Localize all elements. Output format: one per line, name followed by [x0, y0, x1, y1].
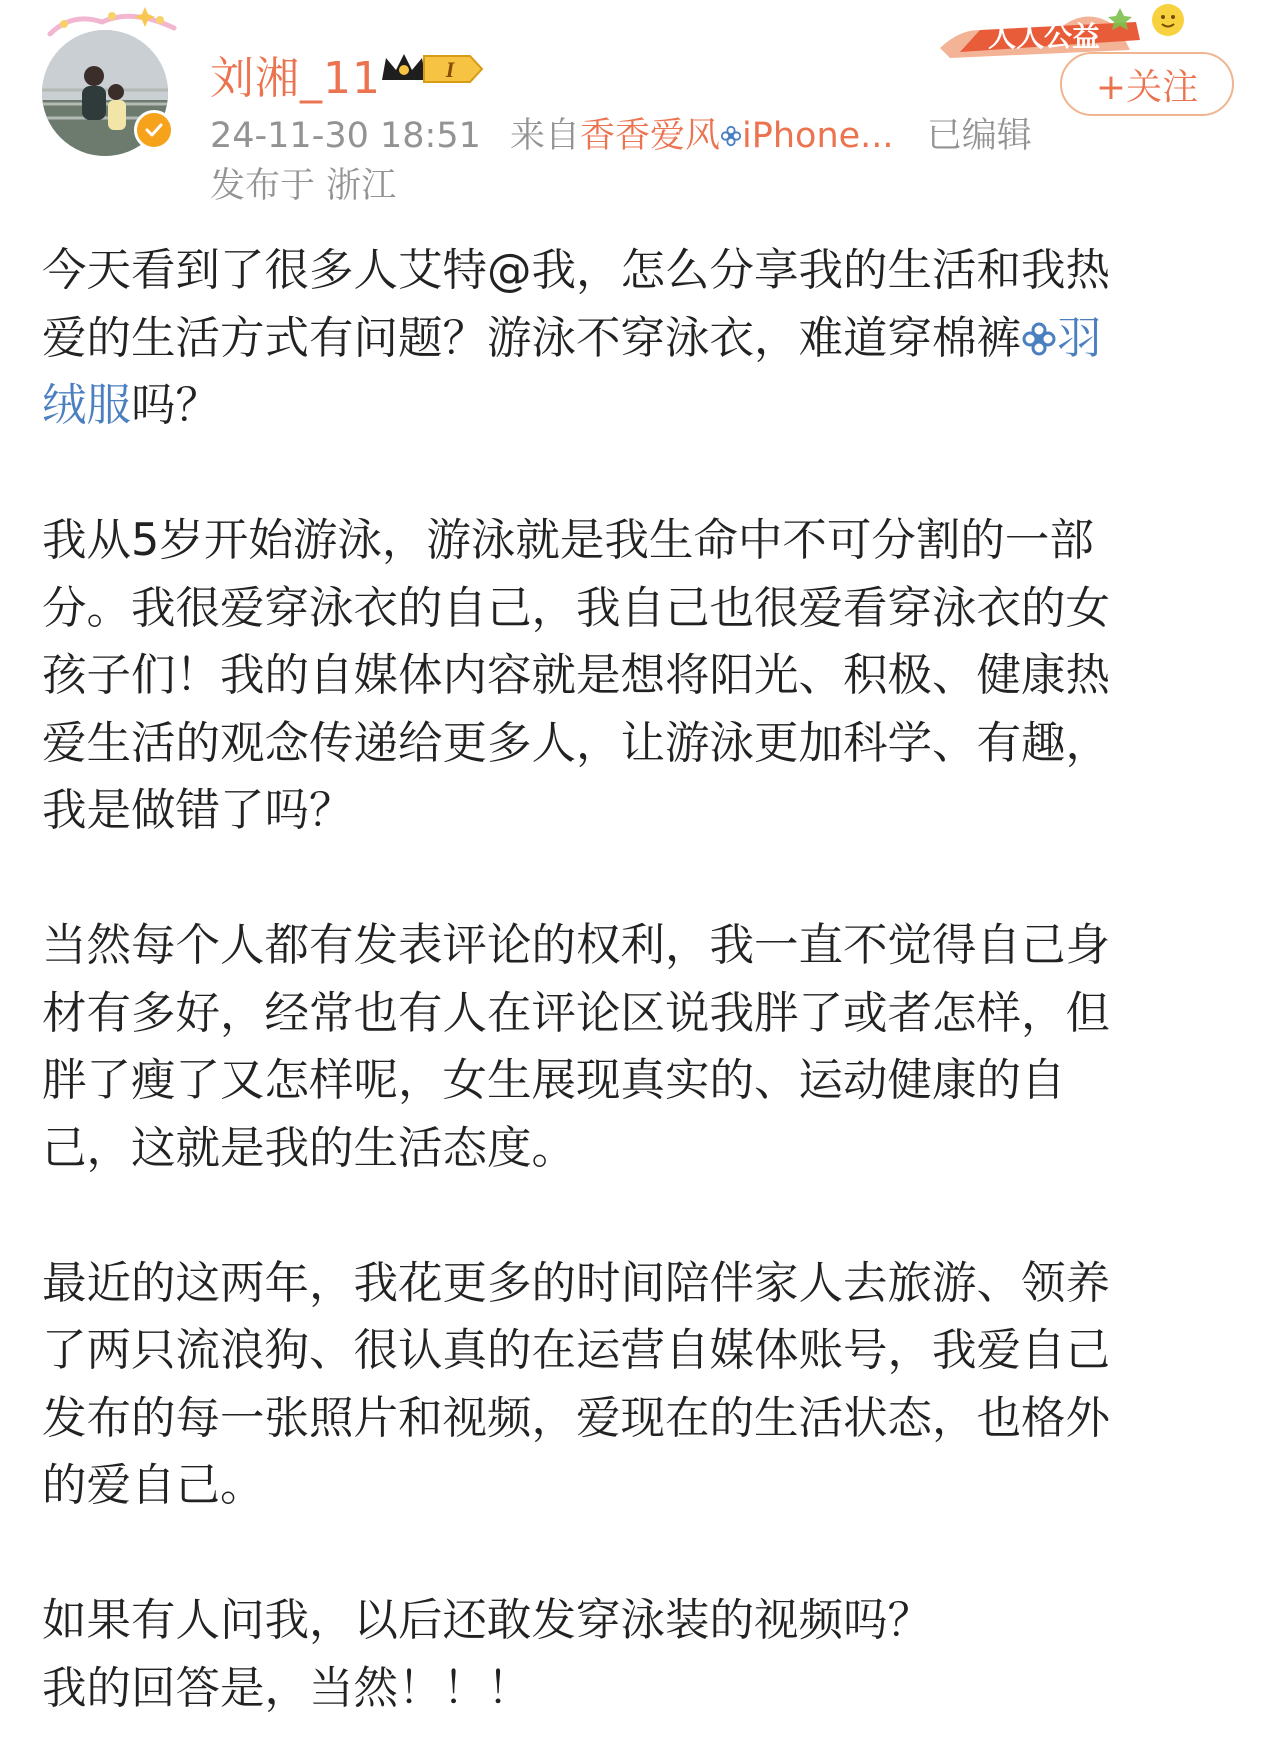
post-paragraph	[42, 912, 1242, 1182]
post-line: 的爱自己。	[42, 1460, 265, 1511]
post-line: 我是做错了吗？	[42, 785, 354, 836]
level-badge-text: I	[445, 57, 455, 82]
post-meta	[210, 108, 1032, 158]
crown-level-badge-icon[interactable]	[378, 48, 484, 90]
topic-link-down-jacket[interactable]	[1021, 313, 1102, 364]
post-line: 孩子们！我的自媒体内容就是想将阳光、积极、健康热	[42, 650, 1111, 701]
post-line: 材有多好，经常也有人在评论区说我胖了或者怎样，但	[42, 987, 1111, 1039]
post-line: 我的回答是，当然！！！	[42, 1662, 532, 1714]
post-timestamp: 24-11-30 18:51	[210, 116, 481, 156]
follow-button[interactable]: +关注	[1060, 52, 1234, 116]
post-line: 如果有人问我，以后还敢发穿泳装的视频吗？	[42, 1595, 933, 1646]
post-line: 胖了瘦了又怎样呢，女生展现真实的、运动健康的自	[42, 1055, 1066, 1106]
flower-icon	[1021, 321, 1057, 357]
source-link[interactable]	[580, 116, 894, 156]
post-line: 发布的每一张照片和视频，爱现在的生活状态，也格外	[42, 1392, 1111, 1444]
post-paragraph	[42, 507, 1242, 845]
post-paragraph	[42, 1587, 1242, 1722]
topic-link-text-part1: 羽	[1057, 312, 1102, 364]
post-line: 了两只流浪狗、很认真的在运营自媒体账号，我爱自己	[42, 1325, 1111, 1376]
topic-link-text-part2: 绒服	[42, 380, 132, 431]
source-prefix: 来自	[510, 116, 581, 156]
post-paragraph	[42, 1250, 1242, 1520]
flower-icon	[720, 125, 742, 147]
post-line: 当然每个人都有发表评论的权利，我一直不觉得自己身	[42, 920, 1111, 971]
avatar[interactable]	[42, 30, 168, 156]
post-line: 己，这就是我的生活态度。	[42, 1122, 577, 1174]
post-line: 最近的这两年，我花更多的时间陪伴家人去旅游、领养	[42, 1257, 1111, 1309]
edited-label[interactable]: 已编辑	[926, 116, 1032, 156]
source-name-part2: iPhone...	[742, 116, 894, 156]
post-line: 今天看到了很多人艾特@我，怎么分享我的生活和我热	[42, 245, 1111, 296]
post-line	[42, 305, 1242, 373]
verified-icon	[134, 110, 174, 150]
post-line-text: 爱的生活方式有问题？游泳不穿泳衣，难道穿棉裤	[42, 312, 1022, 364]
source-name-part1: 香香爱风	[580, 116, 721, 156]
avatar-frame-decoration	[42, 4, 182, 44]
post-line: 爱生活的观念传递给更多人，让游泳更加科学、有趣，	[42, 717, 1111, 769]
sticker-text: 人人公益	[987, 20, 1101, 53]
post-body	[42, 237, 1242, 1722]
post-header	[0, 0, 1279, 220]
post-line: 分。我很爱穿泳衣的自己，我自己也很爱看穿泳衣的女	[42, 582, 1111, 634]
post-line	[42, 372, 1242, 440]
topic-link-down-jacket-cont[interactable]	[42, 380, 131, 431]
post-line-text: 吗？	[131, 380, 221, 431]
post-paragraph	[42, 237, 1242, 440]
username[interactable]: 刘湘_11	[210, 53, 381, 104]
post-location: 发布于 浙江	[210, 166, 397, 206]
post-line: 我从5岁开始游泳，游泳就是我生命中不可分割的一部	[42, 515, 1094, 566]
